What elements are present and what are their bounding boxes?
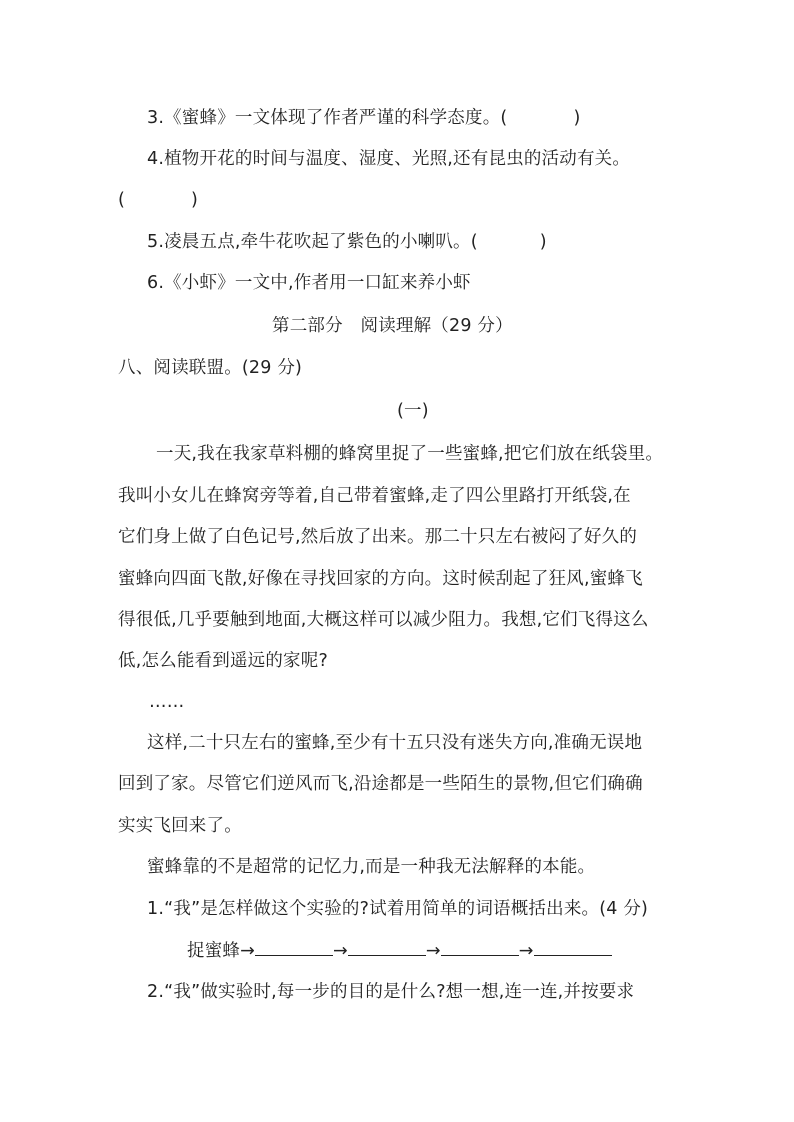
question-1-answer-chain	[187, 937, 612, 964]
passage-line: 实实飞回来了。	[118, 816, 242, 836]
judge-item-4	[147, 146, 630, 172]
answer-paren-open: (	[470, 232, 478, 252]
arrow-icon: →	[240, 941, 255, 961]
passage-title: (一)	[397, 401, 429, 421]
part-title: 第二部分 阅读理解（29 分）	[272, 316, 513, 336]
answer-paren-close: )	[573, 108, 581, 128]
passage-line: 我叫小女儿在蜂窝旁等着,自己带着蜜蜂,走了四公里路打开纸袋,在	[118, 486, 631, 506]
section-title: 八、阅读联盟。(29 分)	[118, 358, 303, 378]
question-1: 1.“我”是怎样做这个实验的?试着用简单的词语概括出来。(4 分)	[147, 899, 649, 919]
passage-line: 回到了家。尽管它们逆风而飞,沿途都是一些陌生的景物,但它们确确	[118, 774, 643, 794]
judge-item-5-text: 5.凌晨五点,牵牛花吹起了紫色的小喇叭。	[147, 232, 471, 252]
judge-item-4-answer	[118, 187, 198, 213]
passage-line: 蜜蜂向四面飞散,好像在寻找回家的方向。这时候刮起了狂风,蜜蜂飞	[118, 569, 643, 589]
judge-item-4-text: 4.植物开花的时间与温度、湿度、光照,还有昆虫的活动有关。	[147, 149, 631, 169]
passage-line: 蜜蜂靠的不是超常的记忆力,而是一种我无法解释的本能。	[147, 857, 596, 877]
arrow-icon: →	[332, 941, 348, 961]
judge-item-5	[147, 229, 547, 255]
answer-blank-3[interactable]	[441, 937, 519, 956]
answer-blank-4[interactable]	[534, 937, 612, 956]
question-2: 2.“我”做实验时,每一步的目的是什么?想一想,连一连,并按要求	[147, 982, 635, 1002]
passage-line: 这样,二十只左右的蜜蜂,至少有十五只没有迷失方向,准确无误地	[147, 733, 643, 753]
judge-item-3	[147, 105, 580, 131]
passage-ellipsis: ……	[149, 692, 185, 712]
judge-item-6-text: 6.《小虾》一文中,作者用一口缸来养小虾	[147, 273, 471, 293]
answer-blank-1[interactable]	[255, 937, 333, 956]
passage-line: 得很低,几乎要触到地面,大概这样可以减少阻力。我想,它们飞得这么	[118, 610, 649, 630]
answer-paren-open: (	[118, 190, 126, 210]
chain-start: 捉蜜蜂	[187, 941, 241, 961]
answer-paren-close: )	[191, 190, 199, 210]
passage-line: 一天,我在我家草料棚的蜂窝里捉了一些蜜蜂,把它们放在纸袋里。	[156, 444, 664, 464]
passage-line: 它们身上做了白色记号,然后放了出来。那二十只左右被闷了好久的	[118, 527, 638, 547]
arrow-icon: →	[518, 941, 534, 961]
answer-blank-2[interactable]	[348, 937, 426, 956]
passage-line: 低,怎么能看到遥远的家呢?	[118, 651, 328, 671]
arrow-icon: →	[425, 941, 441, 961]
answer-paren-open: (	[500, 108, 508, 128]
judge-item-6	[147, 270, 471, 296]
judge-item-3-text: 3.《蜜蜂》一文体现了作者严谨的科学态度。	[147, 108, 501, 128]
answer-paren-close: )	[539, 232, 547, 252]
